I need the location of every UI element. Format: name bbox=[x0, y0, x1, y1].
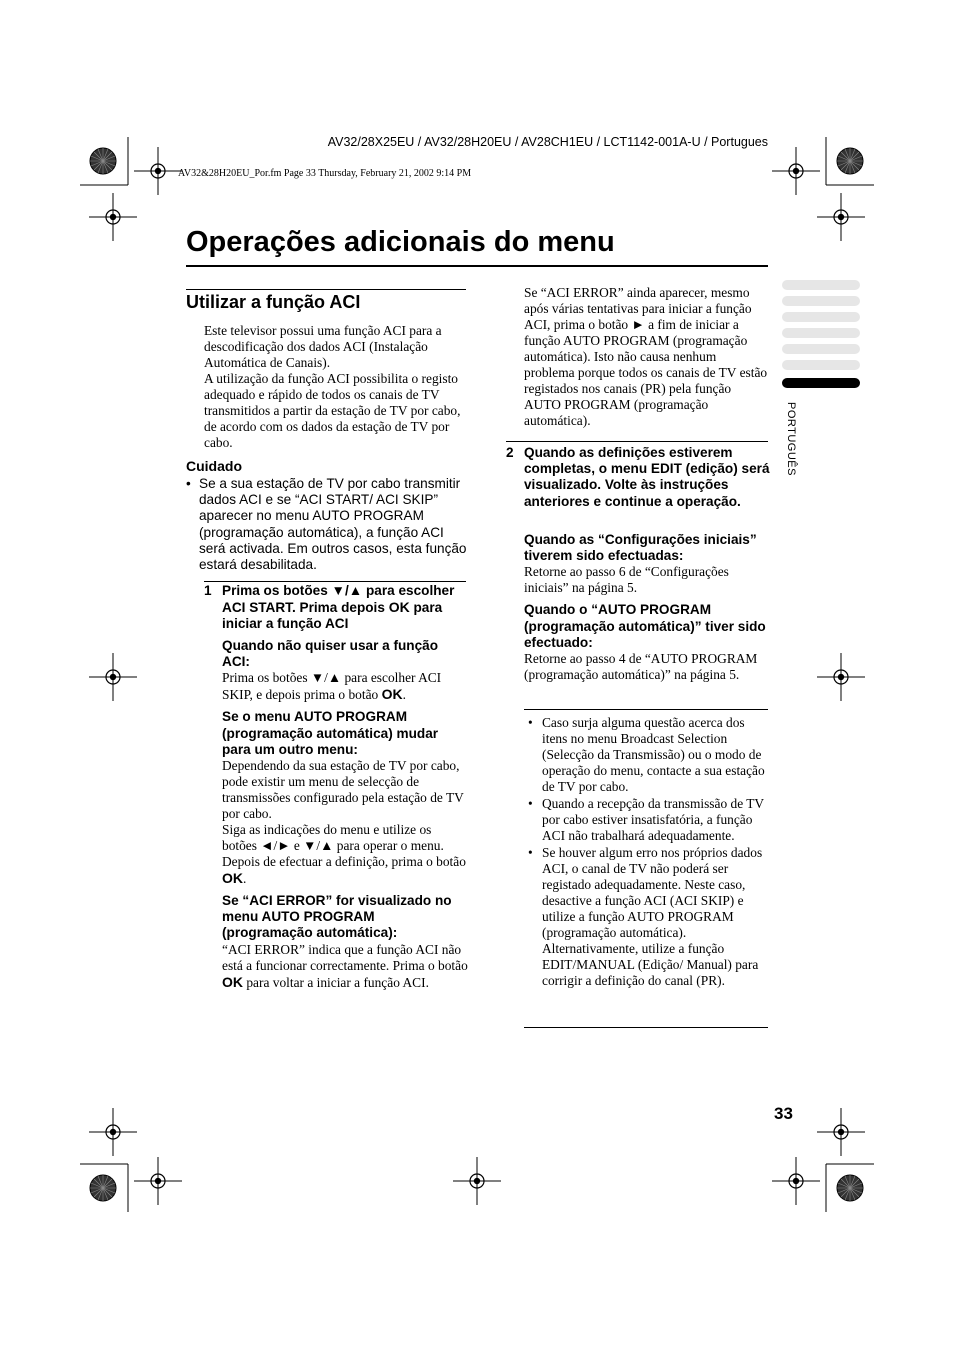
crosshair-mark bbox=[817, 193, 865, 241]
step-number: 1 bbox=[204, 583, 212, 598]
subsection-heading: Quando as “Configurações iniciais” tiverem sido efectuadas: bbox=[524, 532, 757, 564]
crosshair-mark bbox=[453, 1157, 501, 1205]
notes-bottom-rule bbox=[524, 1027, 768, 1028]
subsection-heading: Quando o “AUTO PROGRAM (programação automática)” tiver sido efectuado: bbox=[524, 602, 766, 650]
file-info: AV32&28H20EU_Por.fm Page 33 Thursday, February 21, 2002 9:14 PM bbox=[178, 168, 472, 179]
side-tab bbox=[782, 328, 860, 338]
subsection-text-part: . bbox=[402, 687, 406, 703]
wheel-mark bbox=[90, 148, 116, 174]
side-tab bbox=[782, 296, 860, 306]
subsection-heading: Se “ACI ERROR” for visualizado no menu AUTO PROGRAM (programação automática): bbox=[222, 893, 452, 941]
step2-subsections bbox=[524, 532, 768, 683]
crosshair-mark bbox=[134, 147, 182, 195]
step1-subsections bbox=[222, 638, 468, 991]
step1-text: para iniciar a função ACI bbox=[222, 600, 443, 632]
step1-text: Prima os botões ▼/▲ para escolher ACI START. Prima depois bbox=[222, 583, 455, 616]
side-tab bbox=[782, 360, 860, 370]
step-number: 2 bbox=[506, 445, 514, 460]
notes-block bbox=[524, 715, 768, 990]
step-rule bbox=[204, 581, 466, 582]
crosshair-mark bbox=[772, 147, 820, 195]
side-tab-active bbox=[782, 378, 860, 388]
title-rule bbox=[186, 265, 768, 267]
list-item: • Quando a recepção da transmissão de TV por cabo estiver insatisfatória, a função ACI não trabalhará adequadamente. bbox=[524, 796, 768, 844]
side-tab bbox=[782, 344, 860, 354]
list-item: • Caso surja alguma questão acerca dos itens no menu Broadcast Selection (Selecção da Transmissão) ou o modo de operação do menu, contacte a sua estação de TV por cabo. bbox=[524, 715, 768, 795]
subsection-text-part: . bbox=[243, 871, 247, 887]
list-item: • Se houver algum erro nos próprios dados ACI, o canal de TV não poderá ser registado adequadamente. Neste caso, desactive a função ACI (ACI SKIP) e utilize a função AUTO PROGRAM (programação automática). Alternativamente, utilize a função EDIT/MANUAL (Edição/ Manual) para corrigir a definição do canal (PR). bbox=[524, 845, 768, 989]
subsection-heading: Se o menu AUTO PROGRAM (programação automática) mudar para um outro menu: bbox=[222, 709, 439, 757]
intro-paragraph: Este televisor possui uma função ACI para a descodificação dos dados ACI (Instalação Automática de Canais). bbox=[204, 323, 442, 370]
intro-block bbox=[204, 323, 466, 451]
subsection-text bbox=[222, 758, 468, 887]
ok-button-icon: OK bbox=[381, 686, 403, 703]
crosshair-mark bbox=[89, 193, 137, 241]
ok-button-icon: OK bbox=[222, 870, 243, 887]
crosshair-mark bbox=[89, 1108, 137, 1156]
caution-block bbox=[186, 476, 468, 573]
intro-paragraph: A utilização da função ACI possibilita o registo adequado e rápido de todos os canais de TV transmitidos a partir da estação de TV por cabo, de acordo com os dados da estação de TV por cabo. bbox=[204, 371, 461, 450]
caution-heading: Cuidado bbox=[186, 458, 242, 474]
subsection-heading: Quando não quiser usar a função ACI: bbox=[222, 638, 439, 670]
wheel-mark bbox=[837, 1175, 863, 1201]
step1-instruction bbox=[222, 583, 468, 633]
ok-button-icon: OK bbox=[222, 973, 243, 990]
side-tab bbox=[782, 280, 860, 290]
wheel-mark bbox=[837, 148, 863, 174]
crosshair-mark bbox=[89, 653, 137, 701]
subsection-text bbox=[222, 942, 468, 991]
section-rule bbox=[186, 289, 466, 290]
subsection-text-part: Prima os botões ▼/▲ para escolher ACI SKIP, e depois prima o botão bbox=[222, 670, 442, 703]
side-language-label: PORTUGUÊS bbox=[785, 402, 797, 476]
subsection-text: Retorne ao passo 6 de “Configurações iniciais” na página 5. bbox=[524, 564, 729, 596]
caution-text: Se a sua estação de TV por cabo transmitir dados ACI e se “ACI START/ ACI SKIP” aparecer no menu AUTO PROGRAM (programação automática), a função ACI será activada. Em outros casos, esta função estará desabilitada. bbox=[199, 476, 467, 573]
crosshair-mark bbox=[817, 1108, 865, 1156]
subsection-text-part: Siga as indicações do menu e utilize os botões ◄/► e ▼/▲ para operar o menu. Depois de efectuar a definição, prima o botão bbox=[222, 822, 466, 870]
subsection-text bbox=[222, 670, 468, 703]
subsection-text-part: para voltar a iniciar a função ACI. bbox=[246, 974, 429, 990]
notes-list bbox=[524, 715, 768, 989]
aci-error-paragraph: Se “ACI ERROR” ainda aparecer, mesmo após várias tentativas para iniciar a função ACI, prima o botão ► a fim de iniciar a função AUTO PROGRAM (programação automática). Isto não causa nenhum problema porque todos os canais de TV estão registados nos canais (PR) pela função AUTO PROGRAM (programação automática). bbox=[524, 285, 768, 428]
ok-button-icon: OK bbox=[388, 599, 410, 616]
subsection-text-part: Dependendo da sua estação de TV por cabo, pode existir um menu de selecção de transmissões configurado pela estação de TV por cabo. bbox=[222, 758, 464, 822]
page-title: Operações adicionais do menu bbox=[186, 226, 615, 258]
section-heading: Utilizar a função ACI bbox=[186, 292, 361, 312]
bullet-dot: • bbox=[186, 476, 191, 491]
crosshair-mark bbox=[134, 1157, 182, 1205]
page-number: 33 bbox=[774, 1104, 793, 1123]
side-tab bbox=[782, 312, 860, 322]
crosshair-mark bbox=[772, 1157, 820, 1205]
notes-top-rule bbox=[524, 709, 768, 710]
step2-instruction: Quando as definições estiverem completas, o menu EDIT (edição) será visualizado. Volte às instruções anteriores e continue a operação. bbox=[524, 445, 770, 509]
subsection-text-part: “ACI ERROR” indica que a função ACI não está a funcionar correctamente. Prima o botão bbox=[222, 941, 468, 973]
crosshair-mark bbox=[817, 653, 865, 701]
step-rule bbox=[506, 441, 768, 442]
subsection-text: Retorne ao passo 4 de “AUTO PROGRAM (programação automática)” na página 5. bbox=[524, 651, 758, 683]
header-models: AV32/28X25EU / AV32/28H20EU / AV28CH1EU / LCT1142-001A-U / Portugues bbox=[327, 135, 768, 149]
wheel-mark bbox=[90, 1175, 116, 1201]
caution-bullet bbox=[186, 476, 468, 573]
